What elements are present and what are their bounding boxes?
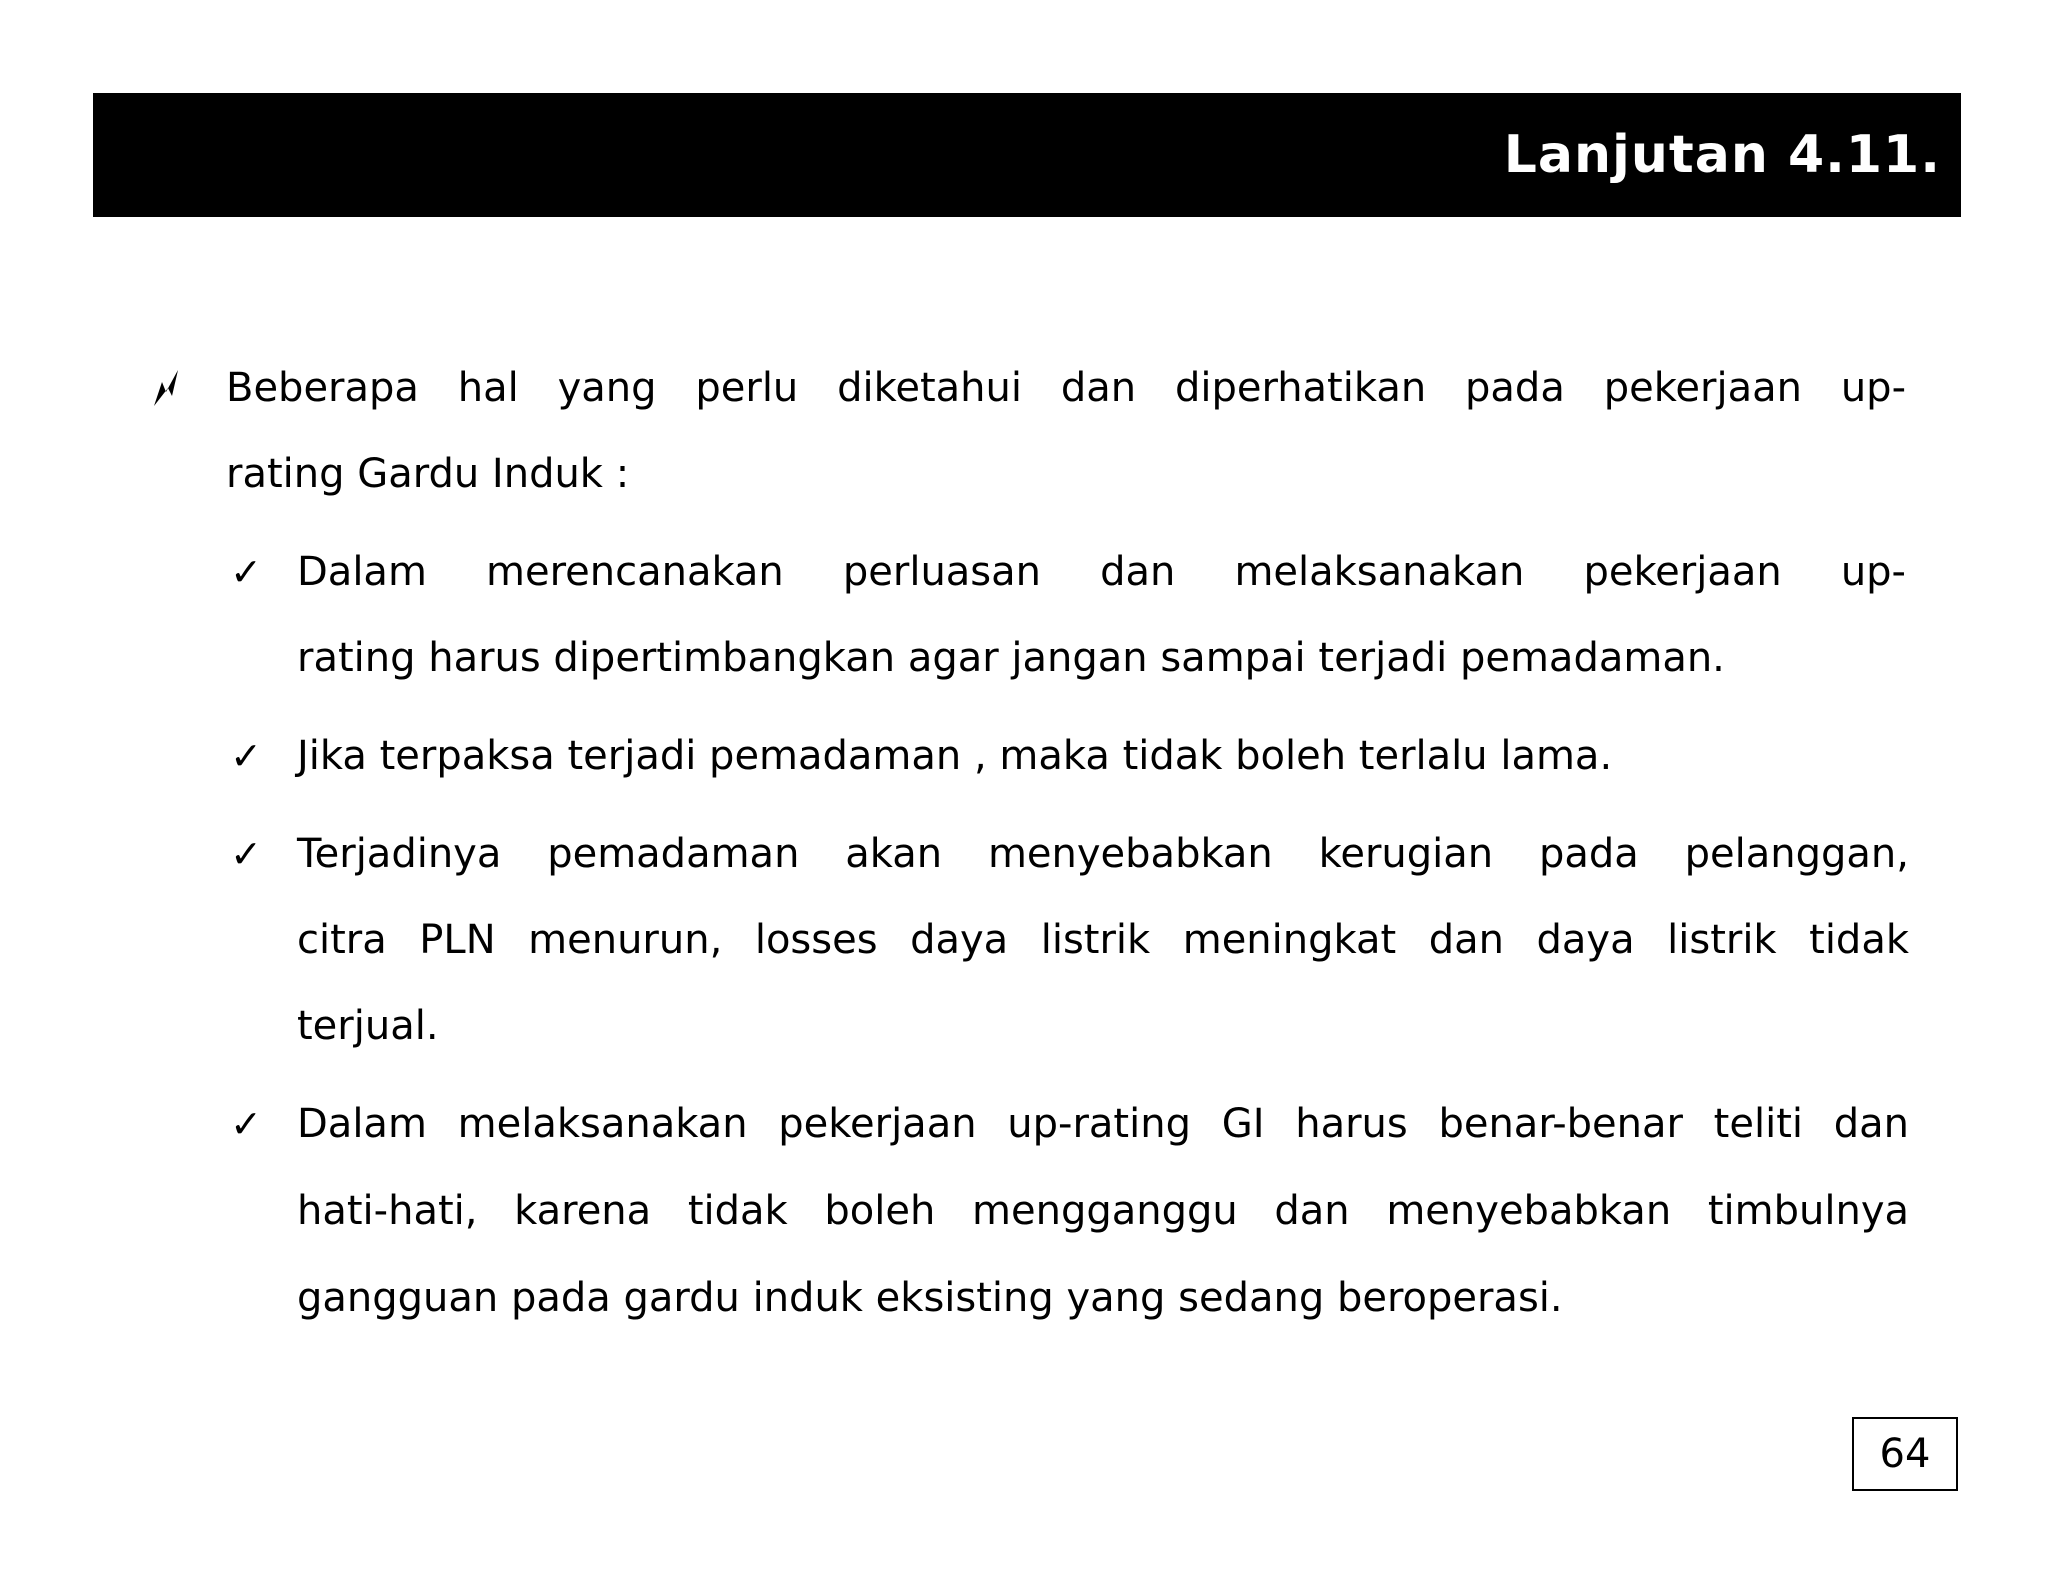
checkmark-icon: ✓ (230, 1102, 262, 1146)
sub-point-3-line-2: citra PLN menurun, losses daya listrik meningkat dan daya listrik tidak (297, 917, 1909, 963)
sub-point-4-line-2: hati-hati, karena tidak boleh mengganggu dan menyebabkan timbulnya (297, 1188, 1909, 1234)
checkmark-icon: ✓ (230, 550, 262, 594)
sub-point-2-line-1: Jika terpaksa terjadi pemadaman , maka tidak boleh terlalu lama. (297, 733, 1613, 779)
sub-point-3-line-3: terjual. (297, 1003, 439, 1049)
checkmark-icon: ✓ (230, 734, 262, 778)
sub-point-1-line-2: rating harus dipertimbangkan agar jangan sampai terjadi pemadaman. (297, 635, 1725, 681)
sub-point-3-line-1: Terjadinya pemadaman akan menyebabkan kerugian pada pelanggan, (297, 831, 1909, 877)
main-point-line-1: Beberapa hal yang perlu diketahui dan diperhatikan pada pekerjaan up- (226, 365, 1906, 411)
sub-point-1-line-1: Dalam merencanakan perluasan dan melaksanakan pekerjaan up- (297, 549, 1906, 595)
sub-point-4-line-3: gangguan pada gardu induk eksisting yang sedang beroperasi. (297, 1275, 1563, 1321)
page-number: 64 (1852, 1417, 1958, 1491)
sub-point-4-line-1: Dalam melaksanakan pekerjaan up-rating GI harus benar-benar teliti dan (297, 1101, 1909, 1147)
checkmark-icon: ✓ (230, 832, 262, 876)
slide-title: Lanjutan 4.11. (1503, 125, 1941, 185)
lightning-bullet-icon (148, 368, 184, 408)
main-point-line-2: rating Gardu Induk : (226, 451, 630, 497)
